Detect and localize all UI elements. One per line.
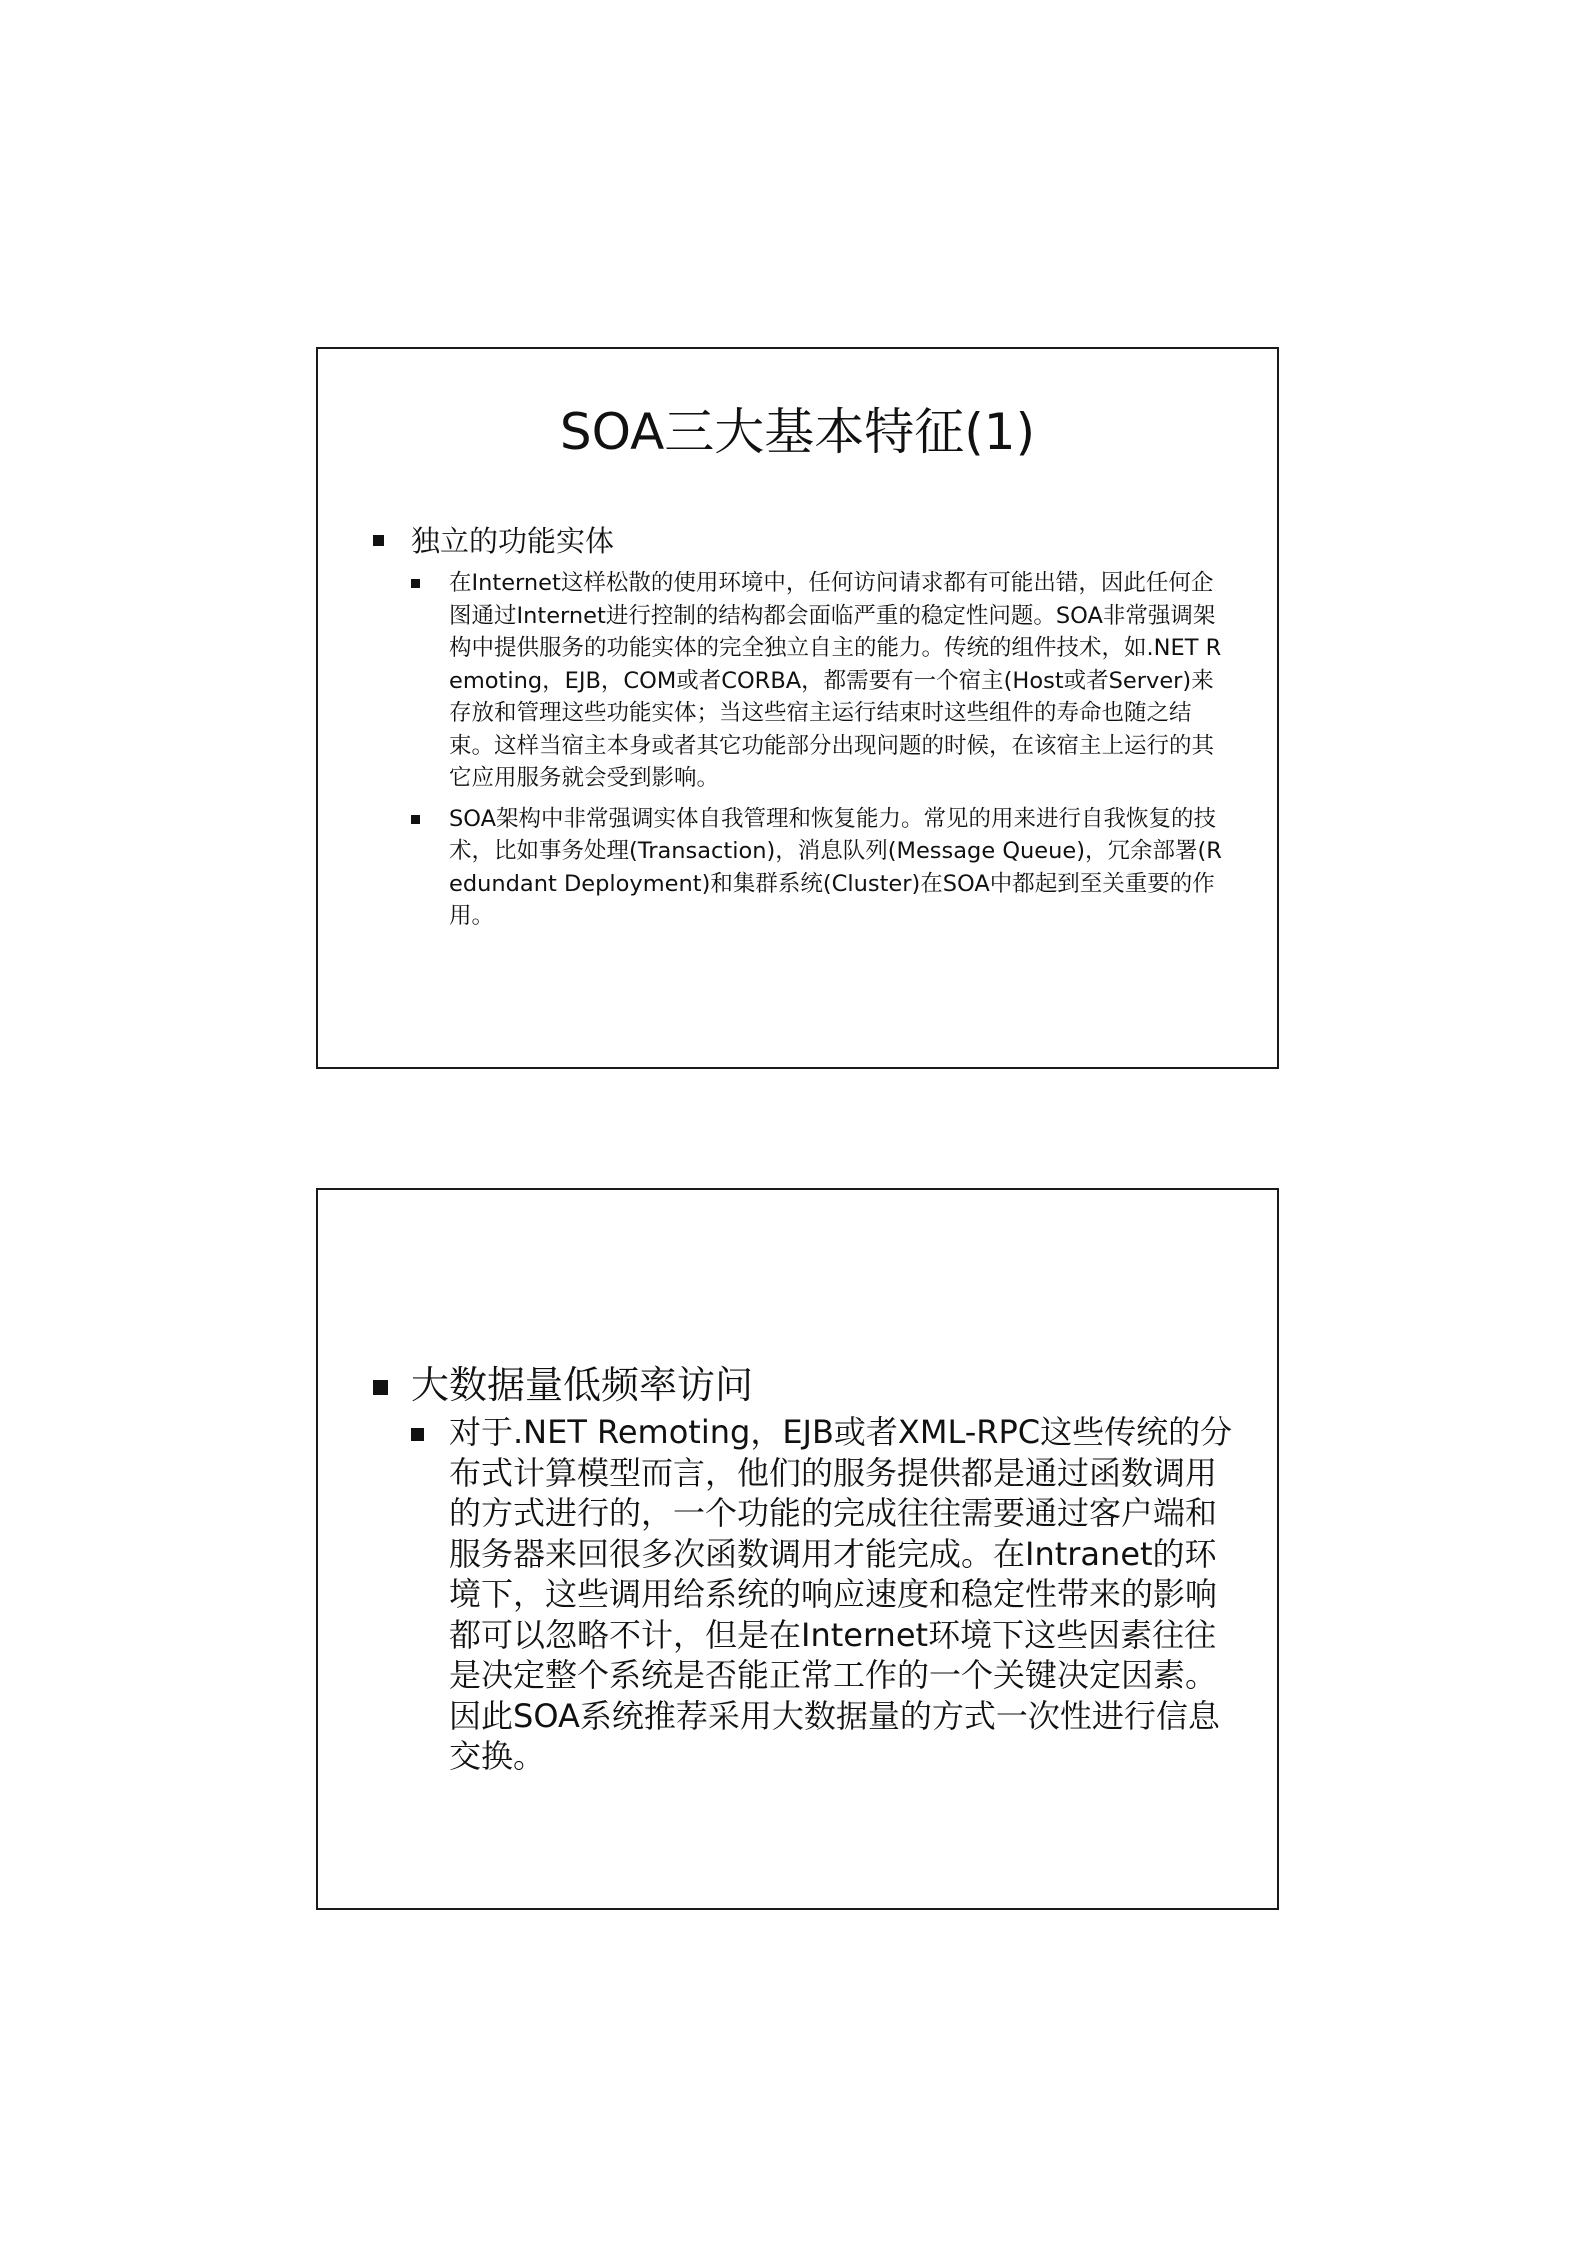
slide-1-sub-bullet-list: [411, 567, 1237, 933]
square-bullet-icon: [373, 1380, 388, 1395]
slide-2-bullet-1: [373, 1358, 1247, 1777]
slide-2-sub-bullet-1-text: 对于.NET Remoting，EJB或者XML-RPC这些传统的分布式计算模型而言，他们的服务提供都是通过函数调用的方式进行的，一个功能的完成往往需要通过客户端和服务器来回很多次函数调用才能完成。在Intranet的环境下，这些调用给系统的响应速度和稳定性带来的影响都可以忽略不计，但是在Internet环境下这些因素往往是决定整个系统是否能正常工作的一个关键决定因素。因此SOA系统推荐采用大数据量的方式一次性进行信息交换。: [449, 1413, 1233, 1775]
slide-2-sub-bullet-1: [411, 1412, 1247, 1777]
slide-1-content: [373, 521, 1237, 941]
slide-2-bullet-1-text: 大数据量低频率访问: [411, 1363, 754, 1407]
slide-1-title: SOA三大基本特征(1): [559, 403, 1036, 461]
slide-2-content: [373, 1358, 1247, 1777]
slide-1-sub-bullet-2-text: SOA架构中非常强调实体自我管理和恢复能力。常见的用来进行自我恢复的技术，比如事务处理(Transaction)，消息队列(Message Queue)，冗余部署(Redundant Deployment)和集群系统(Cluster)在SOA中都起到至关重要的作用。: [449, 805, 1222, 929]
square-bullet-icon: [411, 1428, 424, 1441]
slide-2-bullet-list: [373, 1358, 1247, 1777]
square-bullet-icon: [411, 815, 420, 824]
slide-1-sub-bullet-2: [411, 803, 1237, 933]
slide-2: [316, 1188, 1279, 1910]
slide-1-bullet-1-text: 独立的功能实体: [411, 524, 615, 558]
slide-2-sub-bullet-list: [411, 1412, 1247, 1777]
slide-1-sub-bullet-1-text: 在Internet这样松散的使用环境中，任何访问请求都有可能出错，因此任何企图通过Internet进行控制的结构都会面临严重的稳定性问题。SOA非常强调架构中提供服务的功能实体的完全独立自主的能力。传统的组件技术，如.NET Remoting，EJB，COM或者CORBA，都需要有一个宿主(Host或者Server)来存放和管理这些功能实体；当这些宿主运行结束时这些组件的寿命也随之结束。这样当宿主本身或者其它功能部分出现问题的时候，在该宿主上运行的其它应用服务就会受到影响。: [449, 570, 1222, 791]
slide-1-bullet-1: [373, 521, 1237, 933]
square-bullet-icon: [373, 535, 384, 546]
slide-1-sub-bullet-1: [411, 567, 1237, 795]
slide-1: [316, 347, 1279, 1069]
square-bullet-icon: [411, 579, 420, 588]
slide-1-bullet-list: [373, 521, 1237, 933]
